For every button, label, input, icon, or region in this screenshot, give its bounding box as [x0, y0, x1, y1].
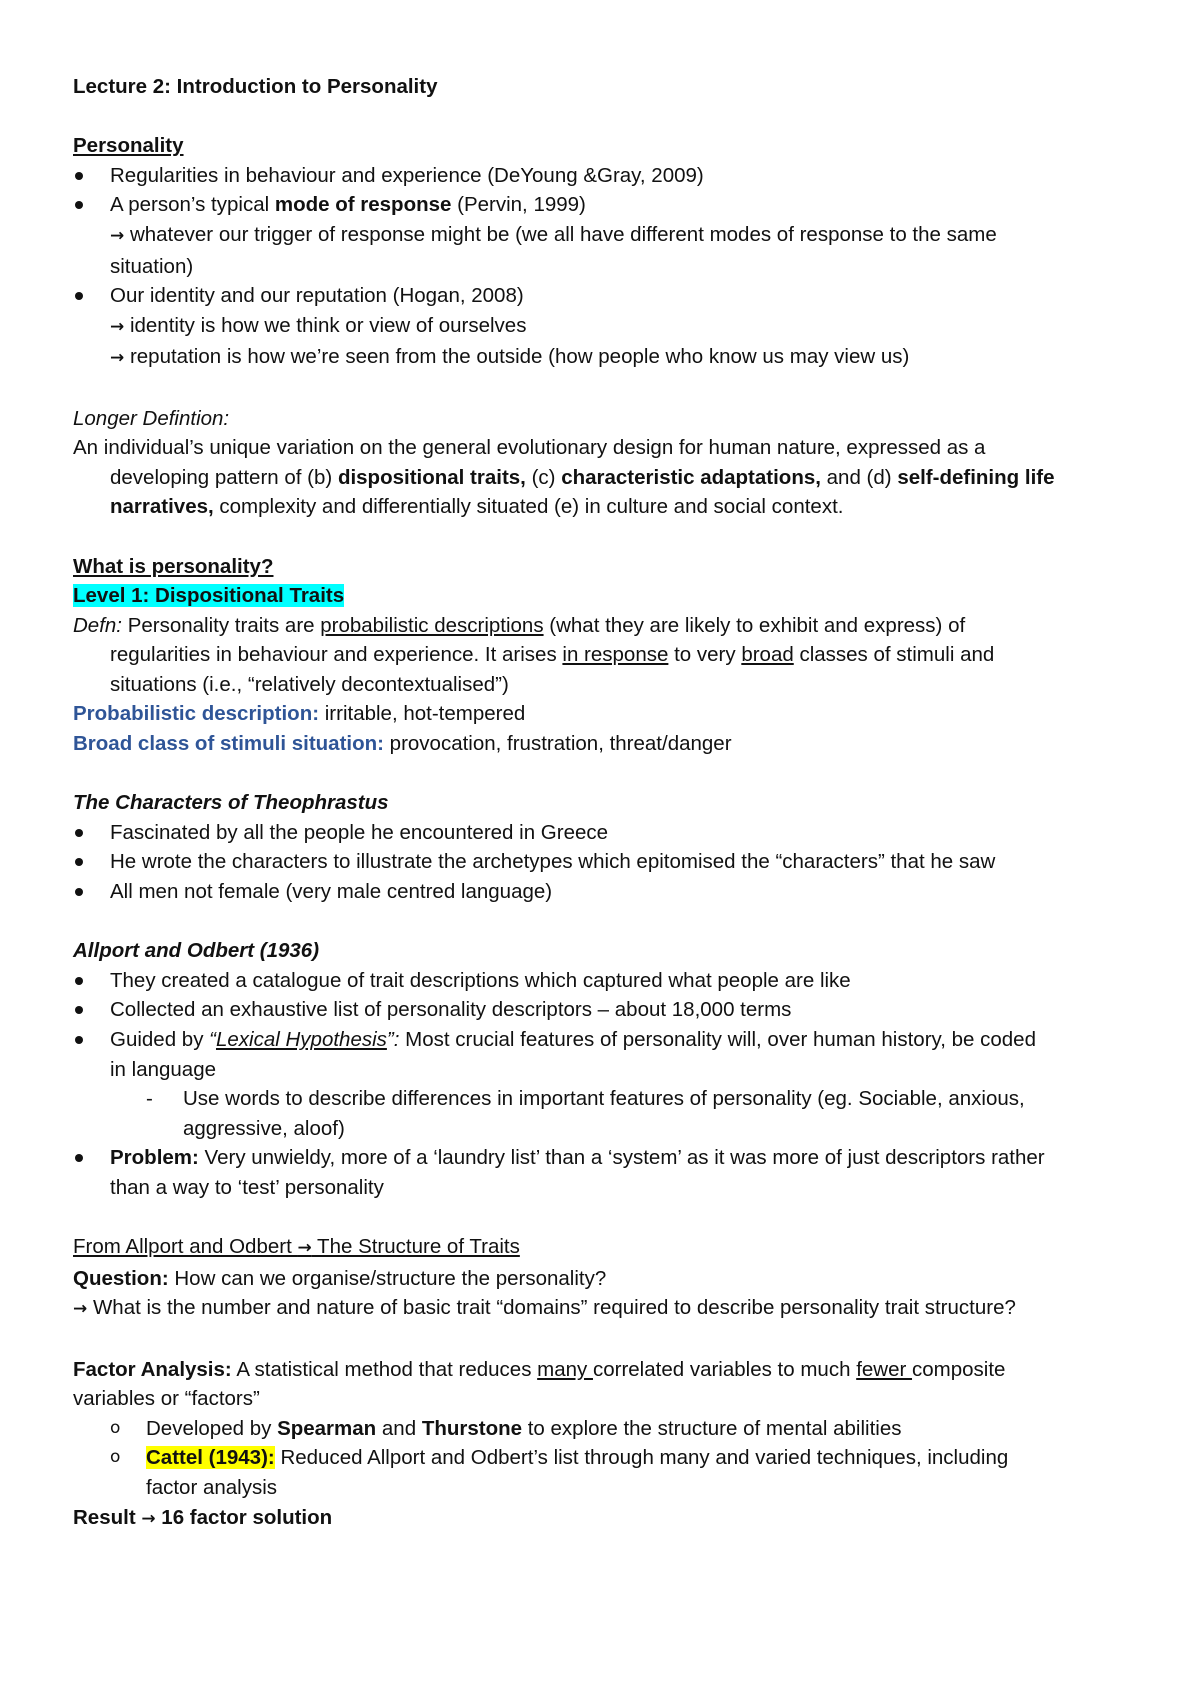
sub-list-item: o Cattel (1943): Reduced Allport and Odbert’s list through many and varied techniques, including: [73, 1443, 1143, 1473]
longer-definition-text: developing pattern of (b) dispositional traits, (c) characteristic adaptations, and (d) self-defining life: [110, 465, 1055, 489]
longer-definition-heading: Longer Defintion:: [73, 406, 230, 430]
longer-definition-text: narratives, complexity and differentially situated (e) in culture and social context.: [110, 495, 844, 519]
arrow-icon: →: [141, 1508, 156, 1529]
arrow-note: → whatever our trigger of response might be (we all have different modes of response to the same: [110, 222, 997, 246]
bullet-icon: [75, 977, 83, 985]
definition-text: Defn: Personality traits are probabilistic descriptions (what they are likely to exhibit and express) of: [73, 613, 966, 637]
bullet-icon: [75, 1036, 83, 1044]
theophrastus-heading: The Characters of Theophrastus: [73, 791, 389, 815]
arrow-icon: →: [110, 316, 125, 337]
bullet-icon: [75, 858, 83, 866]
bullet-icon: [75, 172, 83, 180]
arrow-note: → reputation is how we’re seen from the outside (how people who know us may view us): [110, 345, 910, 369]
circle-bullet-icon: o: [110, 1417, 121, 1438]
bullet-icon: [75, 1154, 83, 1162]
list-item: He wrote the characters to illustrate the archetypes which epitomised the “characters” that he saw: [73, 847, 1143, 877]
allport-odbert-heading: Allport and Odbert (1936): [73, 939, 320, 963]
definition-text: regularities in behaviour and experience. It arises in response to very broad classes of stimuli and: [110, 643, 995, 667]
list-item: Collected an exhaustive list of personality descriptors – about 18,000 terms: [73, 995, 1143, 1025]
list-item: Guided by “Lexical Hypothesis”: Most crucial features of personality will, over human history, be coded: [73, 1025, 1143, 1055]
dash-icon: -: [146, 1087, 153, 1111]
result-line: Result → 16 factor solution: [73, 1505, 333, 1529]
bullet-icon: [75, 829, 83, 837]
question-arrow-note: → What is the number and nature of basic trait “domains” required to describe personality trait structure?: [73, 1296, 1016, 1320]
document-page: [73, 72, 1143, 1534]
page-title: Lecture 2: Introduction to Personality: [73, 75, 438, 98]
factor-analysis-definition-continued: variables or “factors”: [73, 1387, 260, 1411]
bullet-icon: [75, 292, 83, 300]
arrow-note-continued: situation): [110, 254, 194, 278]
arrow-icon: →: [73, 1299, 88, 1320]
arrow-icon: →: [297, 1238, 312, 1259]
level-1-heading: Level 1: Dispositional Traits: [73, 584, 345, 608]
structure-heading: From Allport and Odbert → The Structure of Traits: [73, 1235, 520, 1259]
list-item: Our identity and our reputation (Hogan, 2008): [73, 281, 1143, 311]
list-item: They created a catalogue of trait descriptions which captured what people are like: [73, 966, 1143, 996]
sub-list-item: o Developed by Spearman and Thurstone to explore the structure of mental abilities: [73, 1414, 1143, 1444]
list-item: Problem: Very unwieldy, more of a ‘laundry list’ than a ‘system’ as it was more of just descriptors rather: [73, 1143, 1143, 1173]
bullet-icon: [75, 1006, 83, 1014]
list-item: A person’s typical mode of response (Pervin, 1999): [73, 190, 1143, 220]
sub-list-item-continued: aggressive, aloof): [183, 1116, 345, 1140]
bullet-icon: [75, 201, 83, 209]
list-item: Fascinated by all the people he encountered in Greece: [73, 818, 1143, 848]
definition-text: situations (i.e., “relatively decontextualised”): [110, 672, 509, 696]
list-item: Regularities in behaviour and experience (DeYoung &Gray, 2009): [73, 161, 1143, 191]
arrow-note: → identity is how we think or view of ourselves: [110, 313, 527, 337]
sub-list-item-continued: factor analysis: [146, 1475, 278, 1499]
circle-bullet-icon: o: [110, 1447, 121, 1468]
arrow-icon: →: [110, 225, 125, 246]
section-heading-personality: Personality: [73, 134, 184, 158]
section-heading-what-is-personality: What is personality?: [73, 554, 274, 578]
bullet-icon: [75, 888, 83, 896]
factor-analysis-definition: Factor Analysis: A statistical method that reduces many correlated variables to much fewer composite: [73, 1357, 1006, 1381]
arrow-icon: →: [110, 348, 125, 369]
list-item-continued: than a way to ‘test’ personality: [110, 1175, 384, 1199]
list-item: All men not female (very male centred language): [73, 877, 1143, 907]
list-item-continued: in language: [110, 1057, 217, 1081]
question-text: Question: How can we organise/structure the personality?: [73, 1266, 607, 1290]
probabilistic-description: Probabilistic description: irritable, hot-tempered: [73, 702, 526, 726]
broad-class-description: Broad class of stimuli situation: provocation, frustration, threat/danger: [73, 732, 732, 756]
sub-list-item: - Use words to describe differences in important features of personality (eg. Sociable, anxious,: [73, 1084, 1143, 1114]
longer-definition-text: An individual’s unique variation on the general evolutionary design for human nature, expressed as a: [73, 436, 986, 460]
